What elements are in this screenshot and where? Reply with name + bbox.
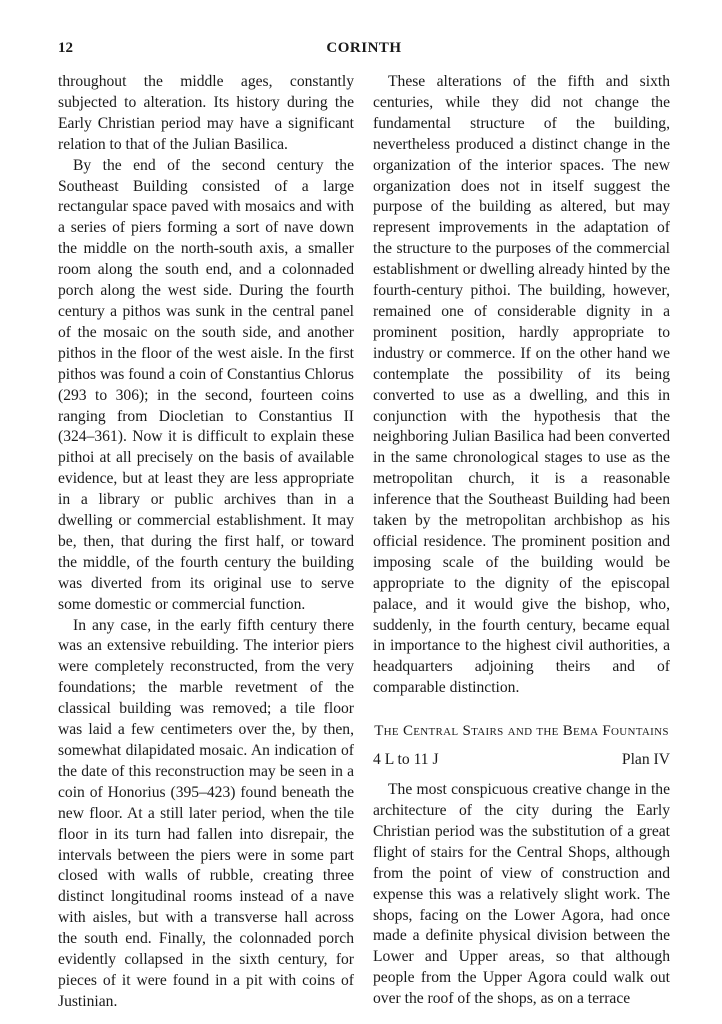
reference-line [373, 750, 670, 771]
right-column [373, 72, 670, 1010]
section-heading: The Central Stairs and the Bema Fountains [374, 723, 669, 740]
running-head [58, 40, 670, 60]
page-number: 12 [58, 40, 73, 56]
paragraph: throughout the middle ages, constantly subjected to alteration. Its history during the Early Christian period may have a significant relation to that of the Julian Basilica. [58, 73, 354, 153]
grid-reference: 4 L to 11 J [373, 751, 439, 769]
paragraph: By the end of the second century the Southeast Building consisted of a large rectangular space paved with mosaics and with a series of piers forming a sort of nave down the middle on the north-south axis, a smaller room along the south end, and a colonnaded porch along the west side. During the fourth century a pithos was sunk in the central panel of the mosaic on the south side, and another pithos in the floor of the west aisle. In the first pithos was found a coin of Constantius Chlorus (293 to 306); in the second, fourteen coins ranging from Diocletian to Constantius II (324–361). Now it is difficult to explain these pithoi at all precisely on the basis of available evidence, but at least they are less appropriate in a library or public archives than in a dwelling or commercial establishment. It may be, then, that during the first half, or toward the middle, of the fourth century the building was diverted from its original use to serve some domestic or commercial function. [58, 156, 354, 613]
paragraph: These alterations of the fifth and sixth centuries, while they did not change the fundamental structure of the building, nevertheless produced a distinct change in the organization of the interior spaces. The new organization does not in itself suggest the purpose of the building as altered, but may represent improvements in the adaptation of the structure to the purposes of the commercial establishment or dwelling already hinted by the fourth-century pithoi. The building, however, remained one of considerable dignity in a prominent position, hardly appropriate to industry or commerce. If on the other hand we contemplate the possibility of its being converted to use as a dwelling, and this in conjunction with the hypothesis that the neighboring Julian Basilica had been converted in the same chronological stages to use as the metropolitan church, it is a reasonable inference that the Southeast Building had been taken by the metropolitan archbishop as his official residence. The prominent position and imposing scale of the building would be appropriate to the dignity of the episcopal palace, and it would give the bishop, who, suddenly, in the fourth century, became equal in importance to the highest civil authorities, a headquarters adjoining theirs and of comparable distinction. [373, 73, 670, 697]
paragraph: The most conspicuous creative change in the architecture of the city during the Early Christian period was the substitution of a great flight of stairs for the Central Shops, although from the point of view of construction and expense this was a relatively slight work. The shops, facing on the Lower Agora, had once made a definite physical division between the Lower and Upper areas, so that although people from the Upper Agora could walk out over the roof of the shops, as on a terrace [373, 781, 670, 1008]
plan-reference: Plan IV [621, 751, 670, 769]
running-title: CORINTH [326, 40, 402, 56]
paragraph: In any case, in the early fifth century there was an extensive rebuilding. The interior piers were completely reconstructed, from the very foundations; the marble revetment of the classical building was removed; a tile floor was laid a few centimeters over the, by then, somewhat dilapidated mosaic. An indication of the date of this reconstruction may be seen in a coin of Honorius (395–423) found beneath the new floor. At a still later period, when the tile floor in its turn had fallen into disrepair, the intervals between the piers were in some part closed with walls of rubble, creating three distinct longitudinal rooms instead of a nave with aisles, but with a transverse hall across the south end. Finally, the colonnaded porch evidently collapsed in the sixth century, for pieces of it were found in a pit with coins of Justinian. [58, 616, 354, 1010]
left-column [58, 72, 354, 1013]
